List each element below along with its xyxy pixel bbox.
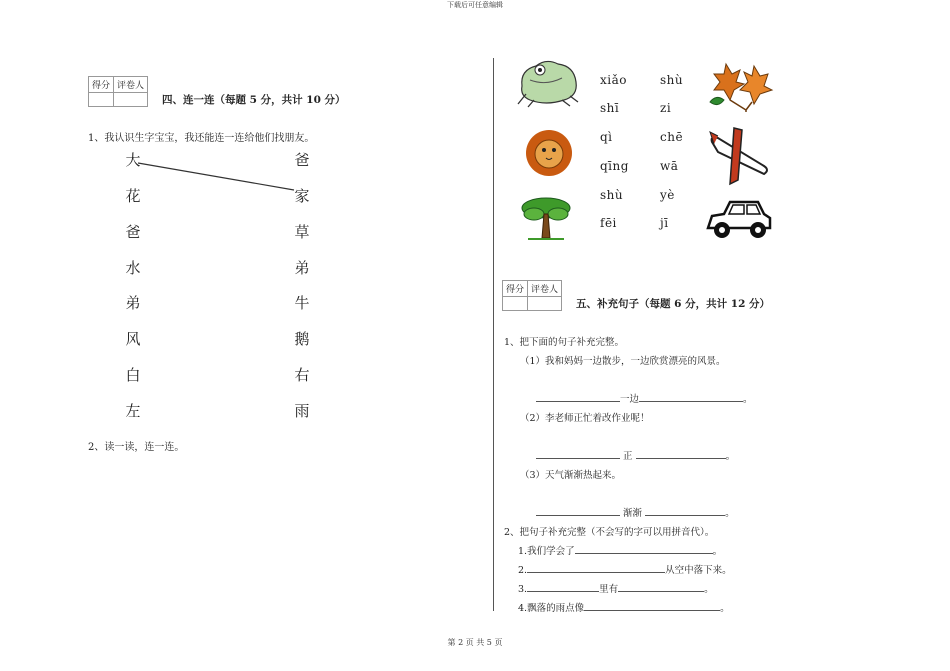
left-char-5[interactable]: 弟 bbox=[125, 294, 141, 312]
score-label: 得分 bbox=[89, 77, 114, 93]
fill-word-2: 正 bbox=[623, 451, 633, 462]
right-char-1[interactable]: 爸 bbox=[294, 151, 310, 169]
fill-prompt-2: （2）李老师正忙着改作业呢！ bbox=[520, 413, 650, 424]
blank-s1[interactable] bbox=[575, 544, 713, 554]
pinyin-right-6[interactable]: jī bbox=[660, 216, 669, 230]
sentence-3 bbox=[518, 581, 714, 595]
right-char-3[interactable]: 草 bbox=[294, 223, 310, 241]
airplane-icon bbox=[706, 122, 772, 188]
right-char-2[interactable]: 家 bbox=[294, 187, 310, 205]
fill-end-2: 。 bbox=[725, 451, 736, 462]
sentence-post-2: 从空中落下来。 bbox=[665, 565, 732, 576]
sentence-mid-3: 里有 bbox=[599, 584, 619, 595]
blank-s3a[interactable] bbox=[527, 582, 599, 592]
left-char-7[interactable]: 白 bbox=[125, 366, 141, 384]
leaves-icon bbox=[706, 60, 774, 112]
score-cell[interactable] bbox=[503, 297, 528, 311]
blank-1b[interactable] bbox=[639, 392, 743, 402]
fill-line-1 bbox=[536, 391, 753, 405]
right-char-7[interactable]: 右 bbox=[294, 366, 310, 384]
blank-1a[interactable] bbox=[536, 392, 620, 402]
right-char-8[interactable]: 雨 bbox=[294, 402, 310, 420]
pinyin-left-1[interactable]: xiǎo bbox=[600, 73, 627, 87]
reviewer-label: 评卷人 bbox=[528, 281, 562, 297]
sentence-1 bbox=[518, 543, 722, 557]
right-char-6[interactable]: 鹅 bbox=[294, 330, 310, 348]
score-label: 得分 bbox=[503, 281, 528, 297]
car-icon bbox=[704, 198, 774, 242]
fill-end-1: 。 bbox=[743, 394, 753, 405]
connect-line bbox=[138, 163, 294, 190]
pinyin-right-5[interactable]: yè bbox=[660, 188, 675, 202]
pinyin-right-3[interactable]: chē bbox=[660, 130, 684, 144]
header-note: 下载后可任意编辑 bbox=[447, 1, 503, 9]
left-char-8[interactable]: 左 bbox=[125, 402, 141, 420]
section5-q2: 2、把句子补充完整（不会写的字可以用拼音代）。 bbox=[504, 527, 715, 538]
right-char-4[interactable]: 弟 bbox=[294, 259, 310, 277]
frog-icon bbox=[516, 56, 580, 108]
right-char-5[interactable]: 牛 bbox=[294, 294, 310, 312]
pinyin-left-6[interactable]: fēi bbox=[600, 216, 617, 230]
sentence-num-2: 2. bbox=[518, 565, 528, 576]
reviewer-label: 评卷人 bbox=[114, 77, 148, 93]
left-char-4[interactable]: 水 bbox=[125, 259, 141, 277]
fill-word-1: 一边 bbox=[620, 394, 640, 405]
blank-s4[interactable] bbox=[584, 601, 720, 611]
sentence-post-3: 。 bbox=[704, 584, 714, 595]
reviewer-cell[interactable] bbox=[528, 297, 562, 311]
blank-2a[interactable] bbox=[536, 449, 620, 459]
sentence-num-4: 4. bbox=[518, 603, 528, 614]
fill-word-3: 渐渐 bbox=[623, 508, 643, 519]
blank-s3b[interactable] bbox=[618, 582, 704, 592]
left-char-6[interactable]: 风 bbox=[125, 330, 141, 348]
fill-line-2 bbox=[536, 448, 735, 462]
sentence-pre-4: 飘落的雨点像 bbox=[527, 603, 585, 614]
pinyin-left-3[interactable]: qì bbox=[600, 130, 613, 144]
score-box-section5 bbox=[502, 280, 562, 311]
blank-3b[interactable] bbox=[645, 506, 725, 516]
blank-s2[interactable] bbox=[527, 563, 665, 573]
sentence-2 bbox=[518, 562, 732, 576]
pinyin-right-1[interactable]: shù bbox=[660, 73, 684, 87]
sentence-post-1: 。 bbox=[712, 546, 723, 557]
fill-line-3 bbox=[536, 505, 735, 519]
pinyin-right-2[interactable]: zi bbox=[660, 101, 672, 115]
sentence-pre-1: 我们学会了 bbox=[527, 546, 575, 557]
pinyin-left-5[interactable]: shù bbox=[600, 188, 624, 202]
fill-prompt-3: （3）天气渐渐热起来。 bbox=[520, 470, 622, 481]
sentence-4 bbox=[518, 600, 730, 614]
lion-icon bbox=[524, 128, 574, 178]
pinyin-left-2[interactable]: shī bbox=[600, 101, 620, 115]
sentence-num-1: 1. bbox=[518, 546, 528, 557]
pinyin-left-4[interactable]: qīng bbox=[600, 159, 629, 173]
section4-q2: 2、读一读，连一连。 bbox=[88, 442, 185, 453]
section5-title: 五、补充句子（每题 6 分，共计 12 分） bbox=[576, 298, 771, 310]
fill-end-3: 。 bbox=[725, 508, 735, 519]
left-char-1[interactable]: 大 bbox=[125, 151, 141, 169]
left-char-3[interactable]: 爸 bbox=[125, 223, 141, 241]
tree-icon bbox=[518, 192, 574, 242]
sentence-post-4: 。 bbox=[720, 603, 730, 614]
pinyin-right-4[interactable]: wā bbox=[660, 159, 679, 173]
sentence-num-3: 3. bbox=[518, 584, 528, 595]
section5-q1: 1、把下面的句子补充完整。 bbox=[504, 337, 625, 348]
blank-2b[interactable] bbox=[636, 449, 726, 459]
section4-q1: 1、我认识生字宝宝，我还能连一连给他们找朋友。 bbox=[88, 133, 315, 144]
section4-title: 四、连一连（每题 5 分，共计 10 分） bbox=[162, 94, 346, 106]
left-char-2[interactable]: 花 bbox=[125, 187, 141, 205]
blank-3a[interactable] bbox=[536, 506, 620, 516]
page-number: 第 2 页 共 5 页 bbox=[447, 638, 503, 647]
fill-prompt-1: （1）我和妈妈一边散步，一边欣赏漂亮的风景。 bbox=[520, 356, 726, 367]
